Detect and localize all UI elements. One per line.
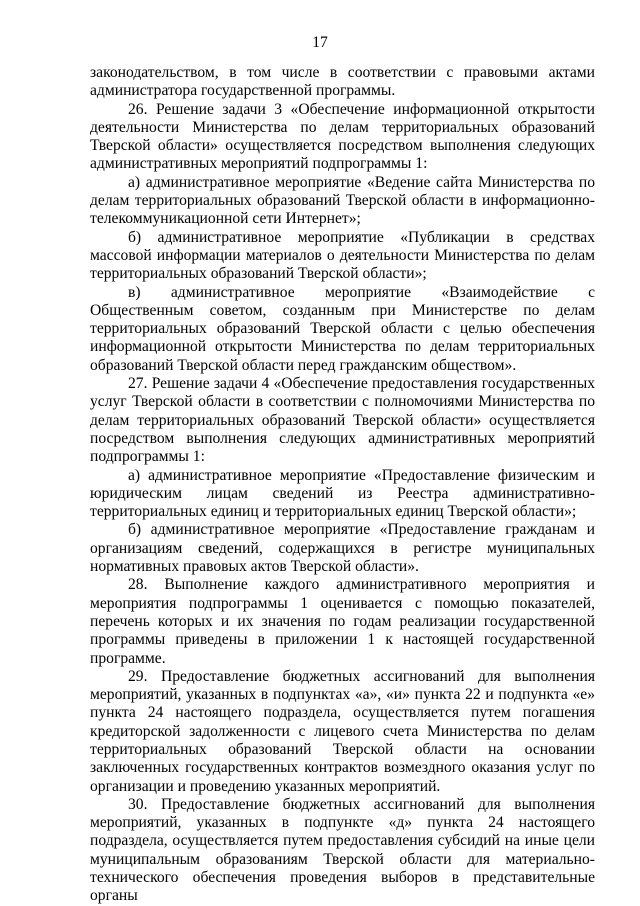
- page-number: 17: [312, 34, 328, 51]
- paragraph-28: 28. Выполнение каждого административного мероприятия и мероприятия подпрограммы 1 оценивается с помощью показателей, перечень которых и их значения по годам реализации государственной программы приведены в приложении 1 к настоящей государственной программе.: [90, 576, 595, 667]
- paragraph-26-v: в) административное мероприятие «Взаимодействие с Общественным советом, созданным при Министерстве по делам территориальных образований Тверской области с целью обеспечения информационной открытости Министерства по делам территориальных образований Тверской области перед гражданским обществом».: [90, 283, 595, 374]
- paragraph-26: 26. Решение задачи 3 «Обеспечение информационной открытости деятельности Министерства по делам территориальных образований Тверской области» осуществляется посредством выполнения следующих административных мероприятий подпрограммы 1:: [90, 100, 595, 173]
- paragraph-continuation: законодательством, в том числе в соответствии с правовыми актами администратора государственной программы.: [90, 64, 595, 100]
- paragraph-26-a: а) административное мероприятие «Ведение сайта Министерства по делам территориальных образований Тверской области в информационно-телекоммуникационной сети Интернет»;: [90, 173, 595, 228]
- paragraph-27-b: б) административное мероприятие «Предоставление гражданам и организациям сведений, содержащихся в регистре муниципальных нормативных правовых актов Тверской области».: [90, 521, 595, 576]
- paragraph-27: 27. Решение задачи 4 «Обеспечение предоставления государственных услуг Тверской области в соответствии с полномочиями Министерства по делам территориальных образований Тверской области» осуществляется посредством выполнения следующих административных мероприятий подпрограммы 1:: [90, 375, 595, 466]
- paragraph-27-a: а) административное мероприятие «Предоставление физическим и юридическим лицам сведений из Реестра административно-территориальных единиц и территориальных единиц Тверской области»;: [90, 466, 595, 521]
- paragraph-30: 30. Предоставление бюджетных ассигнований для выполнения мероприятий, указанных в подпункте «д» пункта 24 настоящего подраздела, осуществляется путем предоставления субсидий на иные цели муниципальным образованиям Тверской области для материально-технического обеспечения проведения выборов в представительные органы: [90, 795, 595, 905]
- document-body: [90, 64, 595, 906]
- paragraph-26-b: б) административное мероприятие «Публикации в средствах массовой информации материалов о деятельности Министерства по делам территориальных образований Тверской области»;: [90, 228, 595, 283]
- paragraph-29: 29. Предоставление бюджетных ассигнований для выполнения мероприятий, указанных в подпунктах «а», «и» пункта 22 и подпункта «е» пункта 24 настоящего подраздела, осуществляется путем погашения кредиторской задолженности с лицевого счета Министерства по делам территориальных образований Тверской области на основании заключенных государственных контрактов возмездного оказания услуг по организации и проведению указанных мероприятий.: [90, 667, 595, 795]
